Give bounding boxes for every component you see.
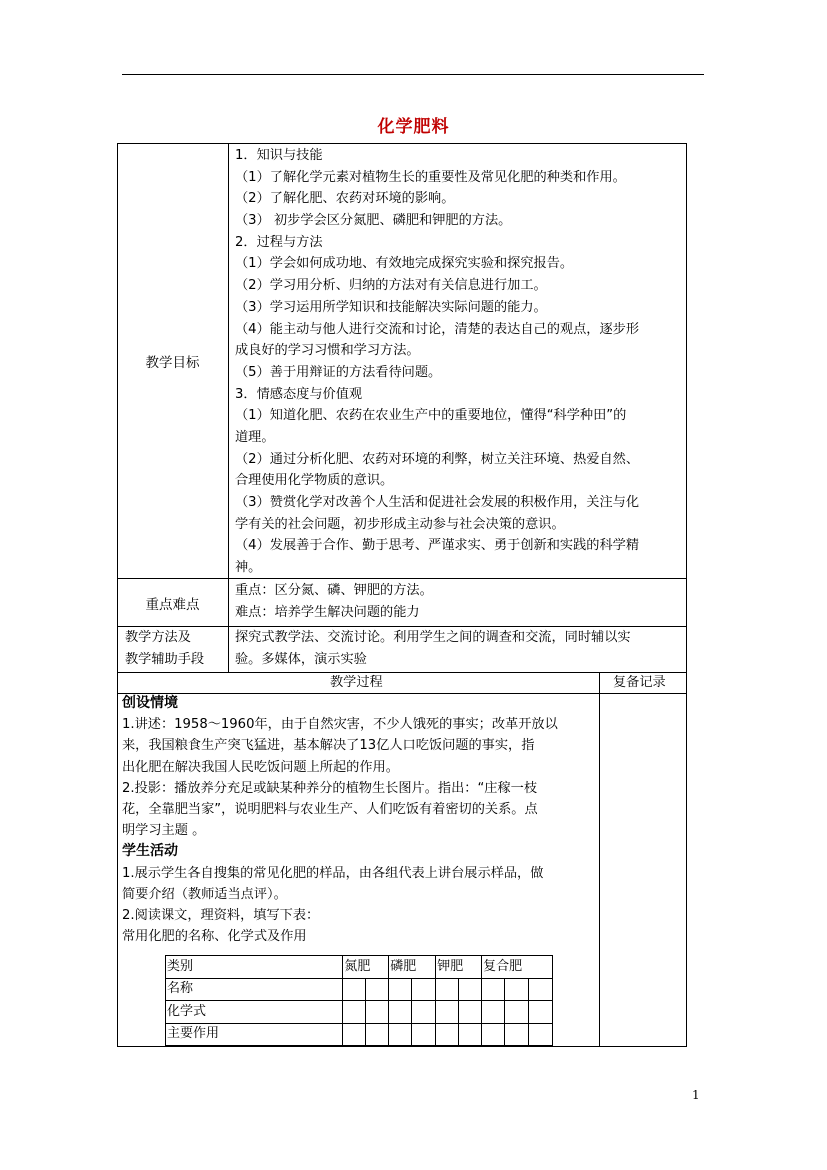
method-line: 验。多媒体，演示实验 [235,652,367,667]
process-line: 2.阅读课文，理资料，填写下表： [122,907,320,923]
table-header-row [166,956,553,979]
goal-line: （2）通过分析化肥、农药对环境的利弊，树立关注环境、热爱自然、 [235,451,640,467]
goal-line: 成良好的学习习惯和学习方法。 [235,343,420,359]
goal-line: 1．知识与技能 [235,148,323,163]
process-line: 来，我国粮食生产突飞猛进，基本解决了13亿人口吃饭问题的事实，指 [122,738,535,754]
header-phosphorus: 磷肥 [389,956,436,979]
difficult-point: 难点：培养学生解决问题的能力 [235,605,420,620]
goal-line: （4）能主动与他人进行交流和讨论，清楚的表达自己的观点，逐步形 [235,321,640,337]
row-label-function: 主要作用 [166,1023,343,1046]
goal-line: （1）知道化肥、农药在农业生产中的重要地位，懂得“科学种田”的 [235,408,627,424]
process-line: 明学习主题 。 [122,823,206,839]
methods-label-line2: 教学辅助手段 [125,652,205,667]
goal-line: 道理。 [235,429,275,445]
header-category: 类别 [166,956,343,979]
goal-line: （3）学习运用所学知识和技能解决实际问题的能力。 [235,299,547,315]
goal-line: （3） 初步学会区分氮肥、磷肥和钾肥的方法。 [235,213,512,229]
goal-line: （5）善于用辩证的方法看待问题。 [235,364,442,380]
goal-line: （1）了解化学元素对植物生长的重要性及常见化肥的种类和作用。 [235,169,626,185]
method-line: 探究式教学法、交流讨论。利用学生之间的调查和交流，同时辅以实 [235,630,631,645]
header-rule [122,74,704,75]
row-divider [117,672,687,673]
page-number: 1 [692,1088,700,1102]
goal-line: 3．情感态度与价值观 [235,386,363,402]
table-row [166,1001,553,1024]
goals-label: 教学目标 [145,355,200,371]
header-potassium: 钾肥 [436,956,482,979]
goal-line: （2）了解化肥、农药对环境的影响。 [235,191,455,207]
process-line: 2.投影：播放养分充足或缺某种养分的植物生长图片。指出：“庄稼一枝 [122,780,538,796]
process-line: 出化肥在解决我国人民吃饭问题上所起的作用。 [122,759,399,775]
goal-line: （4）发展善于合作、勤于思考、严谨求实、勇于创新和实践的科学精 [235,538,640,554]
row-label-formula: 化学式 [166,1001,343,1024]
row-label-name: 名称 [166,978,343,1001]
process-line: 1.展示学生各自搜集的常见化肥的样品，由各组代表上讲台展示样品，做 [122,865,544,881]
goal-line: 神。 [235,560,262,576]
goal-line: （3）赞赏化学对改善个人生活和促进社会发展的积极作用，关注与化 [235,495,640,510]
goal-line: 2．过程与方法 [235,234,323,250]
teaching-goals [235,145,683,579]
process-line: 花，全靠肥当家”，说明肥料与农业生产、人们吃饭有着密切的关系。点 [122,801,538,817]
process-line: 常用化肥的名称、化学式及作用 [122,929,307,945]
process-line: 1.讲述：1958～1960年，由于自然灾害，不少人饿死的事实；改革开放以 [122,717,558,733]
label-divider [228,143,229,672]
key-point: 重点：区分氮、磷、钾肥的方法。 [235,583,433,598]
methods-label-line1: 教学方法及 [125,630,191,645]
process-header: 教学过程 [330,675,383,690]
notes-header: 复备记录 [613,675,666,690]
table-row [166,1023,553,1046]
goal-line: 合理使用化学物质的意识。 [235,473,394,489]
page-title: 化学肥料 [377,117,450,137]
table-row [166,978,553,1001]
teaching-process [122,693,598,947]
process-line: 简要介绍（教师适当点评）。 [122,886,287,902]
goal-line: （1）学会如何成功地、有效地完成探究实验和探究报告。 [235,256,574,272]
header-nitrogen: 氮肥 [343,956,389,979]
goal-line: 学有关的社会问题，初步形成主动参与社会决策的意识。 [235,516,565,532]
section-heading: 创设情境 [122,695,178,711]
header-compound: 复合肥 [482,956,553,979]
goal-line: （2）学习用分析、归纳的方法对有关信息进行加工。 [235,278,547,294]
fertilizer-table [165,955,553,1047]
notes-divider [599,672,600,1047]
section-heading: 学生活动 [122,843,178,860]
key-points-label: 重点难点 [145,597,200,613]
